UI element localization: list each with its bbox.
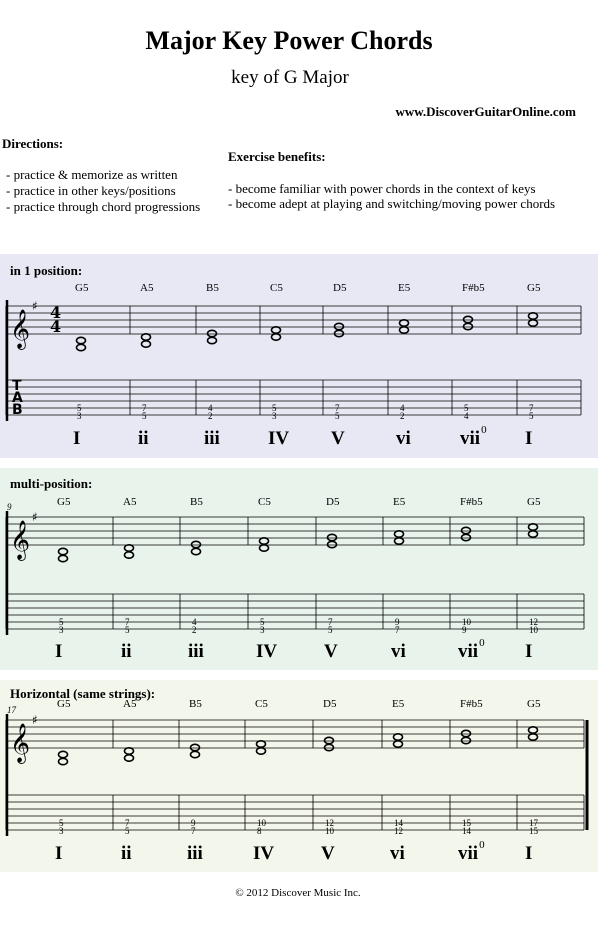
tab-fret-numbers: [125, 819, 130, 835]
whole-note: [462, 737, 471, 743]
directions-item: - practice through chord progressions: [6, 199, 201, 214]
chord-symbol: C5: [270, 282, 283, 294]
tab-fret-number: 7: [125, 617, 130, 627]
chord-symbol: G5: [75, 282, 89, 294]
tab-fret-number: 7: [328, 617, 333, 627]
roman-numeral: V: [321, 843, 335, 864]
notation-staff: [0, 680, 598, 880]
whole-note: [325, 744, 334, 750]
tab-fret-number: 15: [529, 826, 538, 836]
directions-item: - practice in other keys/positions: [6, 183, 176, 198]
whole-note: [400, 327, 409, 333]
whole-note: [529, 313, 538, 319]
tab-fret-numbers: [529, 618, 538, 634]
chord-symbol: G5: [527, 282, 541, 294]
roman-numeral: vi: [391, 641, 406, 662]
treble-clef-icon: 𝄞: [10, 723, 31, 763]
whole-note: [272, 334, 281, 340]
measure-number: 17: [7, 705, 16, 715]
directions-list: [6, 167, 200, 215]
tab-fret-number: 9: [462, 625, 467, 635]
tab-fret-numbers: [394, 819, 403, 835]
tab-fret-number: 9: [191, 818, 196, 828]
tab-fret-numbers: [77, 404, 82, 420]
whole-note: [59, 751, 68, 757]
tab-fret-number: 7: [395, 625, 400, 635]
tab-fret-numbers: [192, 618, 197, 634]
whole-note: [529, 320, 538, 326]
whole-note: [125, 545, 134, 551]
tab-fret-number: 10: [529, 625, 538, 635]
whole-note: [394, 734, 403, 740]
benefits-item: - become familiar with power chords in the context of keys: [228, 181, 536, 196]
tab-fret-number: 5: [125, 826, 130, 836]
tab-fret-number: 5: [142, 411, 147, 421]
chord-symbol: B5: [190, 496, 203, 508]
tab-fret-numbers: [191, 819, 196, 835]
page-subtitle: key of G Major: [231, 67, 349, 88]
whole-note: [462, 527, 471, 533]
tab-fret-number: 5: [59, 617, 64, 627]
tab-fret-number: 3: [59, 826, 64, 836]
roman-numeral: ii: [121, 843, 132, 864]
chord-symbol: G5: [527, 698, 541, 710]
directions-item: - practice & memorize as written: [6, 167, 178, 182]
tab-fret-numbers: [272, 404, 277, 420]
whole-note: [59, 548, 68, 554]
tab-fret-number: 3: [59, 625, 64, 635]
roman-numeral: I: [55, 843, 63, 864]
section-title: Horizontal (same strings):: [10, 686, 156, 701]
tab-fret-number: 5: [125, 625, 130, 635]
copyright-footer: © 2012 Discover Music Inc.: [235, 887, 361, 899]
whole-note: [125, 748, 134, 754]
whole-note: [208, 337, 217, 343]
tab-fret-number: 9: [395, 617, 400, 627]
tab-fret-numbers: [125, 618, 130, 634]
whole-note: [125, 755, 134, 761]
tab-fret-number: 5: [335, 411, 340, 421]
tab-fret-numbers: [260, 618, 265, 634]
chord-symbol: G5: [527, 496, 541, 508]
tab-fret-number: 10: [462, 617, 471, 627]
whole-note: [529, 727, 538, 733]
whole-note: [142, 334, 151, 340]
tab-fret-number: 2: [400, 411, 405, 421]
website-link[interactable]: www.DiscoverGuitarOnline.com: [395, 104, 576, 119]
tab-fret-number: 10: [325, 826, 334, 836]
time-signature-icon: 4: [50, 303, 62, 322]
chord-symbol: F#b5: [460, 698, 483, 710]
tab-fret-numbers: [400, 404, 405, 420]
tab-fret-numbers: [59, 819, 64, 835]
roman-numeral: I: [525, 843, 533, 864]
tab-fret-numbers: [328, 618, 333, 634]
roman-numeral: V: [331, 428, 345, 449]
chord-symbol: F#b5: [460, 496, 483, 508]
roman-numeral: I: [525, 428, 533, 449]
tab-fret-numbers: [529, 404, 534, 420]
tab-clef-icon: B: [12, 402, 23, 418]
whole-note: [125, 552, 134, 558]
section-multi-position: [0, 468, 598, 670]
chord-symbol: A5: [123, 698, 137, 710]
whole-note: [464, 323, 473, 329]
roman-numeral: vii$^0$: [458, 637, 485, 662]
benefits-heading: Exercise benefits:: [228, 149, 326, 164]
roman-numeral: iii: [204, 428, 220, 449]
roman-numeral: IV: [256, 641, 278, 662]
tab-fret-number: 17: [529, 818, 538, 828]
whole-note: [77, 337, 86, 343]
roman-numeral: I: [525, 641, 533, 662]
whole-note: [335, 330, 344, 336]
diminished-mark: 0: [481, 424, 487, 436]
treble-clef-icon: 𝄞: [10, 520, 31, 560]
whole-note: [59, 758, 68, 764]
tab-fret-numbers: [529, 819, 538, 835]
whole-note: [260, 545, 269, 551]
tab-fret-number: 2: [208, 411, 213, 421]
tab-fret-number: 7: [125, 818, 130, 828]
tab-fret-numbers: [462, 819, 471, 835]
tab-fret-number: 7: [191, 826, 196, 836]
tab-fret-number: 3: [260, 625, 265, 635]
tab-fret-number: 12: [325, 818, 334, 828]
key-signature-sharp-icon: ♯: [32, 299, 38, 313]
roman-numeral: IV: [268, 428, 290, 449]
section-one-position: [0, 254, 598, 458]
chord-symbol: G5: [57, 496, 71, 508]
whole-note: [325, 737, 334, 743]
tab-fret-number: 4: [464, 411, 469, 421]
treble-clef-icon: 𝄞: [10, 309, 31, 349]
chord-symbol: D5: [326, 496, 340, 508]
tab-fret-number: 3: [77, 411, 82, 421]
whole-note: [191, 744, 200, 750]
tab-fret-number: 15: [462, 818, 471, 828]
tab-fret-numbers: [395, 618, 400, 634]
whole-note: [462, 534, 471, 540]
chord-symbol: E5: [393, 496, 406, 508]
diminished-mark: 0: [479, 839, 485, 851]
whole-note: [260, 538, 269, 544]
chord-symbol: A5: [140, 282, 154, 294]
tab-fret-number: 5: [529, 411, 534, 421]
whole-note: [400, 320, 409, 326]
whole-note: [328, 541, 337, 547]
roman-numeral: ii: [121, 641, 132, 662]
benefits-item: - become adept at playing and switching/moving power chords: [228, 196, 556, 211]
whole-note: [395, 538, 404, 544]
chord-symbol: F#b5: [462, 282, 485, 294]
whole-note: [59, 555, 68, 561]
roman-numeral: vi: [390, 843, 405, 864]
chord-symbol: B5: [189, 698, 202, 710]
tab-fret-number: 14: [462, 826, 471, 836]
key-signature-sharp-icon: ♯: [32, 713, 38, 727]
tab-fret-number: 5: [464, 403, 469, 413]
whole-note: [529, 734, 538, 740]
tab-fret-number: 12: [529, 617, 538, 627]
whole-note: [142, 341, 151, 347]
tab-fret-numbers: [208, 404, 213, 420]
chord-symbol: E5: [398, 282, 411, 294]
tab-fret-numbers: [325, 819, 334, 835]
whole-note: [77, 344, 86, 350]
chord-symbol: E5: [392, 698, 405, 710]
chord-symbol: A5: [123, 496, 137, 508]
measure-number: 9: [7, 502, 12, 512]
directions-heading: Directions:: [2, 136, 64, 151]
whole-note: [257, 748, 266, 754]
chord-symbol: D5: [333, 282, 347, 294]
whole-note: [192, 548, 201, 554]
tab-fret-numbers: [335, 404, 340, 420]
whole-note: [257, 741, 266, 747]
tab-fret-number: 5: [328, 625, 333, 635]
tab-fret-number: 8: [257, 826, 262, 836]
whole-note: [529, 531, 538, 537]
whole-note: [272, 327, 281, 333]
roman-numeral: vi: [396, 428, 411, 449]
roman-numeral: I: [73, 428, 81, 449]
section-title: in 1 position:: [10, 263, 83, 278]
page-title: Major Key Power Chords: [145, 26, 433, 55]
whole-note: [529, 524, 538, 530]
notation-staff: [0, 468, 598, 668]
roman-numeral: V: [324, 641, 338, 662]
tab-fret-numbers: [464, 404, 469, 420]
chord-symbol: D5: [323, 698, 337, 710]
whole-note: [328, 534, 337, 540]
roman-numeral: iii: [187, 843, 203, 864]
time-signature-icon: 4: [50, 317, 62, 336]
tab-fret-number: 5: [77, 403, 82, 413]
chord-symbol: B5: [206, 282, 219, 294]
benefits-list: [228, 181, 555, 211]
tab-clef-icon: T: [12, 378, 22, 394]
whole-note: [335, 323, 344, 329]
notation-staff: [0, 254, 598, 454]
tab-clef-icon: A: [12, 390, 23, 406]
section-title: multi-position:: [10, 476, 93, 491]
tab-fret-number: 7: [335, 403, 340, 413]
roman-numeral: vii$^0$: [460, 424, 487, 449]
whole-note: [395, 531, 404, 537]
tab-fret-number: 7: [142, 403, 147, 413]
roman-numeral: ii: [138, 428, 149, 449]
diminished-mark: 0: [479, 637, 485, 649]
tab-fret-number: 12: [394, 826, 403, 836]
tab-fret-number: 3: [272, 411, 277, 421]
whole-note: [464, 316, 473, 322]
whole-note: [394, 741, 403, 747]
tab-fret-number: 5: [59, 818, 64, 828]
tab-fret-number: 2: [192, 625, 197, 635]
tab-fret-number: 5: [260, 617, 265, 627]
roman-numeral: vii$^0$: [458, 839, 485, 864]
whole-note: [208, 330, 217, 336]
tab-fret-number: 4: [192, 617, 197, 627]
tab-fret-number: 7: [529, 403, 534, 413]
chord-symbol: C5: [258, 496, 271, 508]
roman-numeral: IV: [253, 843, 275, 864]
whole-note: [191, 751, 200, 757]
chord-symbol: G5: [57, 698, 71, 710]
chord-symbol: C5: [255, 698, 268, 710]
tab-fret-number: 4: [208, 403, 213, 413]
tab-fret-number: 4: [400, 403, 405, 413]
tab-fret-numbers: [257, 819, 266, 835]
tab-fret-numbers: [462, 618, 471, 634]
whole-note: [192, 541, 201, 547]
tab-fret-numbers: [142, 404, 147, 420]
tab-fret-number: 10: [257, 818, 266, 828]
whole-note: [462, 730, 471, 736]
roman-numeral: I: [55, 641, 63, 662]
section-horizontal: [0, 680, 598, 872]
tab-fret-number: 5: [272, 403, 277, 413]
roman-numeral: iii: [188, 641, 204, 662]
tab-fret-number: 14: [394, 818, 403, 828]
tab-fret-numbers: [59, 618, 64, 634]
key-signature-sharp-icon: ♯: [32, 510, 38, 524]
